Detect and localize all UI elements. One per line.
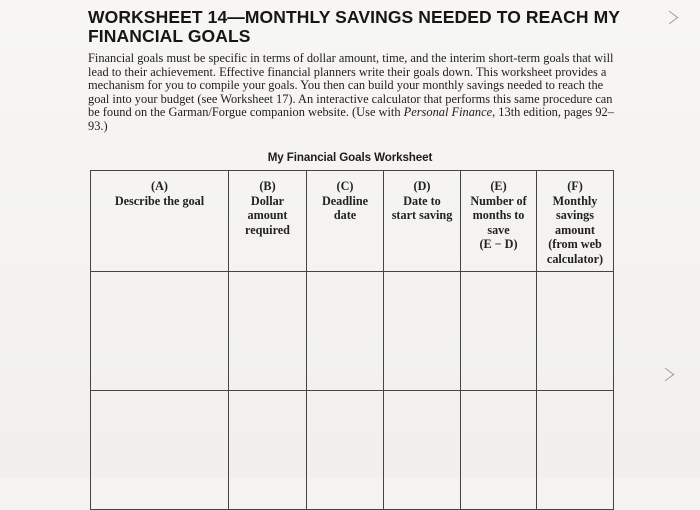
- goals-table: [90, 170, 614, 510]
- table-cell[interactable]: [537, 272, 614, 391]
- table-caption: My Financial Goals Worksheet: [267, 151, 433, 164]
- book-title: Personal Finance: [403, 105, 493, 120]
- column-header-a: (A) Describe the goal: [91, 171, 229, 272]
- table-cell[interactable]: [307, 391, 384, 510]
- table-cell[interactable]: [307, 272, 384, 391]
- worksheet-title: WORKSHEET 14—MONTHLY SAVINGS NEEDED TO REACH MY FINANCIAL GOALS: [88, 7, 620, 46]
- intro-text: Financial goals must be specific in terms of dollar amount, time, and the interim short-term goals that will lead to their achievement. Effective financial planners write their goals down. This worksheet provides a mechanism for you to compile your goals. You then can build your monthly savings needed to reach the goal into your budget (see Worksheet 17). An interactive calculator that performs this same procedure can be found on the Garman/Forgue companion website. (Use with: [88, 51, 614, 120]
- table-cell[interactable]: [229, 391, 307, 510]
- chevron-right-icon[interactable]: [657, 368, 675, 381]
- header-row: [91, 171, 614, 272]
- table-row: [91, 272, 614, 391]
- column-header-d: (D) Date to start saving: [384, 171, 461, 272]
- table-cell[interactable]: [537, 391, 614, 510]
- column-header-e: (E) Number of months to save (E − D): [461, 171, 537, 272]
- column-header-f: (F) Monthly savings amount (from web calculator): [537, 171, 614, 272]
- table-cell[interactable]: [461, 391, 537, 510]
- table-cell[interactable]: [384, 391, 461, 510]
- chevron-right-icon[interactable]: [661, 11, 679, 24]
- table-cell[interactable]: [384, 272, 461, 391]
- table-cell[interactable]: [461, 272, 537, 391]
- table-row: [91, 391, 614, 510]
- table-cell[interactable]: [229, 272, 307, 391]
- table-cell[interactable]: [91, 391, 229, 510]
- table-cell[interactable]: [91, 272, 229, 391]
- intro-paragraph: [88, 52, 616, 134]
- column-header-c: (C) Deadline date: [307, 171, 384, 272]
- column-header-b: (B) Dollar amount required: [229, 171, 307, 272]
- intro-tail: , 13th edition, pages 92–93.): [88, 105, 614, 133]
